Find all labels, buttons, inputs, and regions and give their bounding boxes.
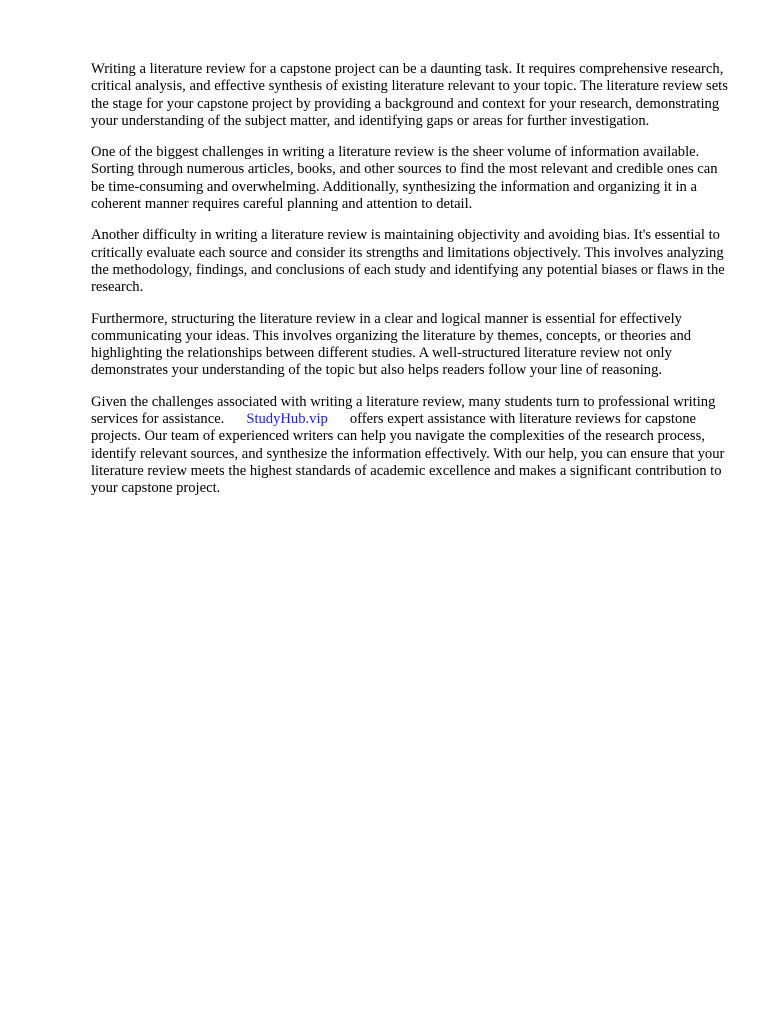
paragraph-intro: Writing a literature review for a capstone project can be a daunting task. It requires comprehensive research, critical analysis, and effective synthesis of existing literature relevant to your topic. The literature review sets the stage for your capstone project by providing a background and context for your research, demonstrating your understanding of the subject matter, and identifying gaps or areas for further investigation. [91,61,728,129]
paragraph-objectivity: Another difficulty in writing a literature review is maintaining objectivity and avoiding bias. It's essential to critically evaluate each source and consider its strengths and limitations objectively. This involves analyzing the methodology, findings, and conclusions of each study and identifying any potential biases or flaws in the research. [91,227,725,296]
studyhub-link[interactable]: StudyHub.vip [246,411,328,428]
services-text-after-link: offers expert assistance with literature reviews for capstone projects. Our team of experienced writers can help you navigate the complexities of the research process, identify relevant sources, and synthesize the information effectively. With our help, you can ensure that your literature review meets the highest standards of academic excellence and makes a significant contribution to your capstone project. [91,411,725,497]
paragraph-challenges: One of the biggest challenges in writing a literature review is the sheer volume of information available. Sorting through numerous articles, books, and other sources to find the most relevant and credible ones can be time-consuming and overwhelming. Additionally, synthesizing the information and organizing it in a coherent manner requires careful planning and attention to detail. [91,144,718,213]
paragraph-structure: Furthermore, structuring the literature review in a clear and logical manner is essential for effectively communicating your ideas. This involves organizing the literature by themes, concepts, or theories and highlighting the relationships between different studies. A well-structured literature review not only demonstrates your understanding of the topic but also helps readers follow your line of reasoning. [91,310,692,379]
paragraph-services [91,394,731,498]
services-text-before-link: Given the challenges associated with writing a literature review, many students turn to professional writing services for assistance. [91,393,716,428]
document-body [91,61,731,512]
